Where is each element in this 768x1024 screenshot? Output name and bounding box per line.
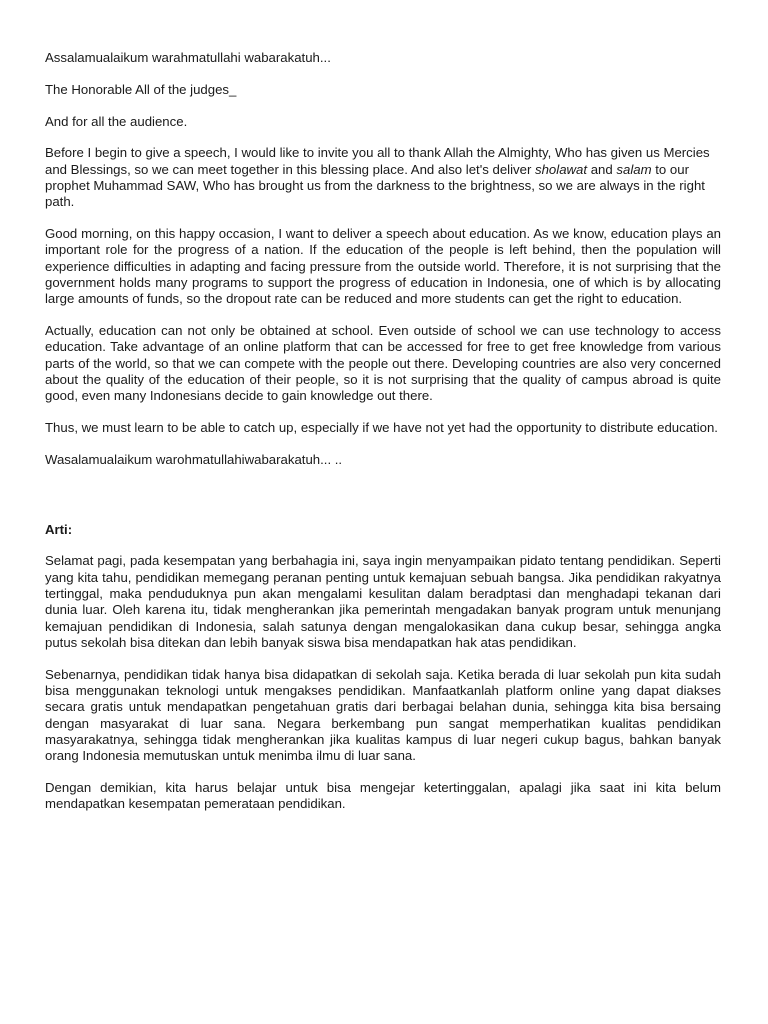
- audience-line: And for all the audience.: [45, 113, 188, 129]
- conclusion-paragraph: Thus, we must learn to be able to catch up, especially if we have not yet had the opportunity to distribute education.: [45, 420, 718, 436]
- document-page: [45, 50, 721, 828]
- translation-paragraph-1: Selamat pagi, pada kesempatan yang berbahagia ini, saya ingin menyampaikan pidato tentang pendidikan. Seperti yang kita tahu, pendidikan memegang peranan penting untuk kemajuan sebuah bangsa. Jika pendidikan rakyatnya tertinggal, maka penduduknya pun akan mengalami kesulitan dalam beradptasi dan menghadapi tekanan dari dunia luar. Oleh karena itu, tidak mengherankan jika pemerintah mengadakan banyak program untuk menunjang kemajuan pendidikan di Indonesia, salah satunya dengan mengalokasikan dana cukup besar, sehingga angka putus sekolah bisa ditekan dan lebih banyak siswa bisa mendapatkan hak atas pendidikan.: [45, 553, 721, 650]
- education-paragraph: Good morning, on this happy occasion, I want to deliver a speech about education. As we know, education plays an important role for the progress of a nation. If the education of the people is left behind, then the population will experience difficulties in adapting and facing pressure from the outside world. Therefore, it is not surprising that the government holds many programs to support the progress of education in Indonesia, one of which is by allocating large amounts of funds, so the dropout rate can be reduced and more students can get the right to education.: [45, 226, 721, 307]
- judges-text: The Honorable All of the judges: [45, 81, 230, 97]
- technology-paragraph: Actually, education can not only be obtained at school. Even outside of school we can use technology to access education. Take advantage of an online platform that can be accessed for free to get free knowledge from various parts of the world, so that we can compete with the people out there. Developing countries are also very concerned about the quality of the education of their people, so it is not surprising that the quality of campus abroad is quite good, even many Indonesians decide to gain knowledge out there.: [45, 323, 721, 404]
- opening-italic-salam: salam: [616, 161, 652, 177]
- translation-paragraph-2: Sebenarnya, pendidikan tidak hanya bisa didapatkan di sekolah saja. Ketika berada di luar sekolah pun kita sudah bisa menggunakan teknologi untuk mengakses pendidikan. Manfaatkanlah platform online yang dapat diakses secara gratis untuk mendapatkan pengetahuan gratis dari berbagai belahan dunia, sehingga kita bisa bersaing dengan masyarakat di luar sana. Negara berkembang pun sangat memperhatikan kualitas pendidikan masyarakatnya, sehingga tidak mengherankan jika kualitas kampus di luar negeri cukup bagus, bahkan banyak orang Indonesia memutuskan untuk menimba ilmu di luar sana.: [45, 666, 721, 764]
- closing-line: Wasalamualaikum warohmatullahiwabarakatuh... ..: [45, 451, 343, 467]
- opening-text-3: to our prophet Muhammad SAW, Who has brought us from the darkness to the brightness, so we are always in the right path.: [45, 161, 705, 210]
- judges-line: [45, 82, 721, 98]
- section-gap: [45, 484, 721, 522]
- opening-text-1: Before I begin to give a speech, I would like to invite you all to thank Allah the Almighty, Who has given us Mercies and Blessings, so we can meet together in this blessing place. And also let's deliver: [45, 145, 710, 177]
- judges-mark: _: [229, 81, 237, 97]
- opening-italic-sholawat: sholawat: [535, 161, 588, 177]
- greeting-line: Assalamualaikum warahmatullahi wabarakatuh...: [45, 50, 331, 65]
- translation-paragraph-3: Dengan demikian, kita harus belajar untuk bisa mengejar ketertinggalan, apalagi jika saat ini kita belum mendapatkan kesempatan pemerataan pendidikan.: [45, 780, 721, 812]
- opening-text-2: and: [587, 161, 617, 177]
- translation-heading: Arti:: [45, 521, 73, 537]
- opening-paragraph: [45, 145, 721, 210]
